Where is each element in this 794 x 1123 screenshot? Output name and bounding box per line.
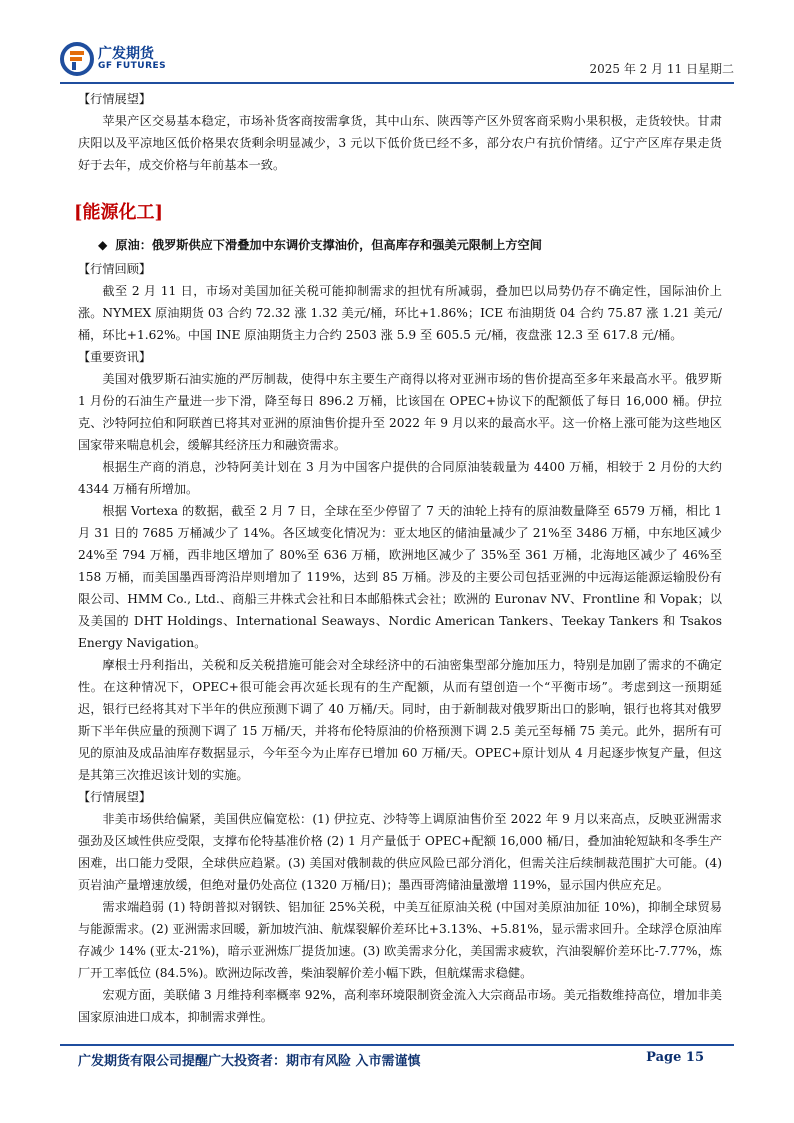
logo-english-name: GF FUTURES — [98, 61, 167, 71]
crude-outlook-paragraph: 宏观方面，美联储 3 月维持利率概率 92%，高利率环境限制资金流入大宗商品市场。美元指数维持高位，增加非美国家原油进口成本，抑制需求弹性。 — [78, 988, 722, 1024]
crude-title-text: 原油：俄罗斯供应下滑叠加中东调价支撑油价，但高库存和强美元限制上方空间 — [115, 238, 542, 252]
header-divider — [60, 82, 734, 84]
risk-disclaimer: 广发期货有限公司提醒广大投资者：期市有风险 入市需谨慎 — [78, 1054, 421, 1069]
crude-review-paragraph: 截至 2 月 11 日，市场对美国加征关税可能抑制需求的担忧有所减弱，叠加巴以局势仍存不确定性，国际油价上涨。NYMEX 原油期货 03 合约 72.32 涨 1.32 美元/桶，环比+1.86%；ICE 布油期货 04 合约 75.87 涨 1.21 美元/桶，环比+1.62%。中国 INE 原油期货主力合约 2503 涨 5.9 至 605.5 元/桶，夜盘涨 12.3 至 617.8 元/桶。 — [78, 284, 722, 342]
gf-logo-icon — [60, 42, 94, 76]
diamond-bullet-icon: ◆ — [98, 238, 108, 252]
page-content — [74, 88, 722, 1028]
category-heading: [能源化工] — [74, 202, 164, 223]
footer-divider — [60, 1044, 734, 1046]
crude-news-label: 【重要资讯】 — [78, 350, 152, 364]
crude-news-paragraph: 美国对俄罗斯石油实施的严厉制裁，使得中东主要生产商得以将对亚洲市场的售价提高至多年来最高水平。俄罗斯 1 月份的石油生产量进一步下滑，降至每日 896.2 万桶，比该国在 OPEC+协议下的配额低了每日 16,000 桶。伊拉克、沙特阿拉伯和阿联酋已将其对亚洲的原油售价提升至 2022 年 9 月以来的最高水平。这一价格上涨可能为这些地区国家带来喘息机会，缓解其经济压力和融资需求。 — [78, 372, 722, 452]
crude-outlook-paragraph: 需求端趋弱 (1) 特朗普拟对钢铁、铝加征 25%关税，中美互征原油关税 (中国对美原油加征 10%)，抑制全球贸易与能源需求。(2) 亚洲需求回暖，新加坡汽油、航煤裂解价差环比+3.13%、+5.81%，显示需求回升。全球浮仓原油库存减少 14% (亚太-21%)，暗示亚洲炼厂提货加速。(3) 欧美需求分化，美国需求疲软，汽油裂解价差环比-7.77%，炼厂开工率低位 (84.5%)。欧洲边际改善，柴油裂解价差小幅下跌，但航煤需求稳健。 — [78, 900, 722, 980]
crude-outlook-label: 【行情展望】 — [78, 790, 152, 804]
logo-chinese-name: 广发期货 — [98, 46, 154, 62]
apple-outlook-label: 【行情展望】 — [78, 92, 152, 106]
crude-news-paragraph: 根据生产商的消息，沙特阿美计划在 3 月为中国客户提供的合同原油装载量为 4400 万桶，相较于 2 月份的大约 4344 万桶有所增加。 — [78, 460, 722, 496]
crude-news-paragraph: 根据 Vortexa 的数据，截至 2 月 7 日，全球在至少停留了 7 天的油轮上持有的原油数量降至 6579 万桶，相比 1 月 31 日的 7685 万桶减少了 14%。各区域变化情况为：亚太地区的储油量减少了 21%至 3486 万桶，中东地区减少 24%至 794 万桶，西非地区增加了 80%至 636 万桶，欧洲地区减少了 35%至 361 万桶，北海地区减少了 46%至 158 万桶，而美国墨西哥湾沿岸则增加了 119%，达到 85 万桶。涉及的主要公司包括亚洲的中远海运能源运输股份有限公司、HMM Co., Ltd.、商船三井株式会社和日本邮船株式会社；欧洲的 Euronav NV、Frontline 和 Vopak；以及美国的 DHT Holdings、International Seaways、Nordic American Tankers、Teekay Tankers 和 Tsakos Energy Navigation。 — [78, 504, 722, 650]
page-number: Page 15 — [646, 1050, 704, 1065]
crude-outlook-paragraph: 非美市场供给偏紧，美国供应偏宽松：(1) 伊拉克、沙特等上调原油售价至 2022 年 9 月以来高点，反映亚洲需求强劲及区域性供应受限，支撑布伦特基准价格 (2) 1 月产量低于 OPEC+配额 16,000 桶/日，叠加油轮短缺和冬季生产困难，出口能力受限，全球供应趋紧。(3) 美国对俄制裁的供应风险已部分消化，但需关注后续制裁范围扩大可能。(4) 页岩油产量增速放缓，但绝对量仍处高位 (1320 万桶/日)；墨西哥湾储油量激增 119%，显示国内供应充足。 — [78, 812, 722, 892]
apple-outlook-paragraph: 苹果产区交易基本稳定，市场补货客商按需拿货，其中山东、陕西等产区外贸客商采购小果积极，走货较快。甘肃庆阳以及平凉地区低价格果农货剩余明显减少，3 元以下低价货已经不多，部分农户有抗价情绪。辽宁产区库存果走货好于去年，成交价格与年前基本一致。 — [78, 114, 722, 172]
page-header — [60, 40, 734, 80]
page-footer — [78, 1050, 704, 1072]
crude-news-paragraph: 摩根士丹利指出，关税和反关税措施可能会对全球经济中的石油密集型部分施加压力，特别是加剧了需求的不确定性。在这种情况下，OPEC+很可能会再次延长现有的生产配额，从而有望创造一个“平衡市场”。考虑到这一预期延迟，银行已经将其对下半年的供应预测下调了 40 万桶/天。同时，由于新制裁对俄罗斯出口的影响，银行也将其对俄罗斯下半年供应量的预测下调了 15 万桶/天，并将布伦特原油的价格预测下调 2.5 美元至每桶 75 美元。此外，据所有可见的原油及成品油库存数据显示，今年至今为止库存已增加 60 万桶/天。OPEC+原计划从 4 月起逐步恢复产量，但这是其第三次推迟该计划的实施。 — [78, 658, 722, 782]
crude-section-title — [98, 234, 722, 256]
report-date: 2025 年 2 月 11 日星期二 — [589, 62, 734, 76]
crude-review-label: 【行情回顾】 — [78, 262, 152, 276]
company-logo — [60, 42, 180, 76]
